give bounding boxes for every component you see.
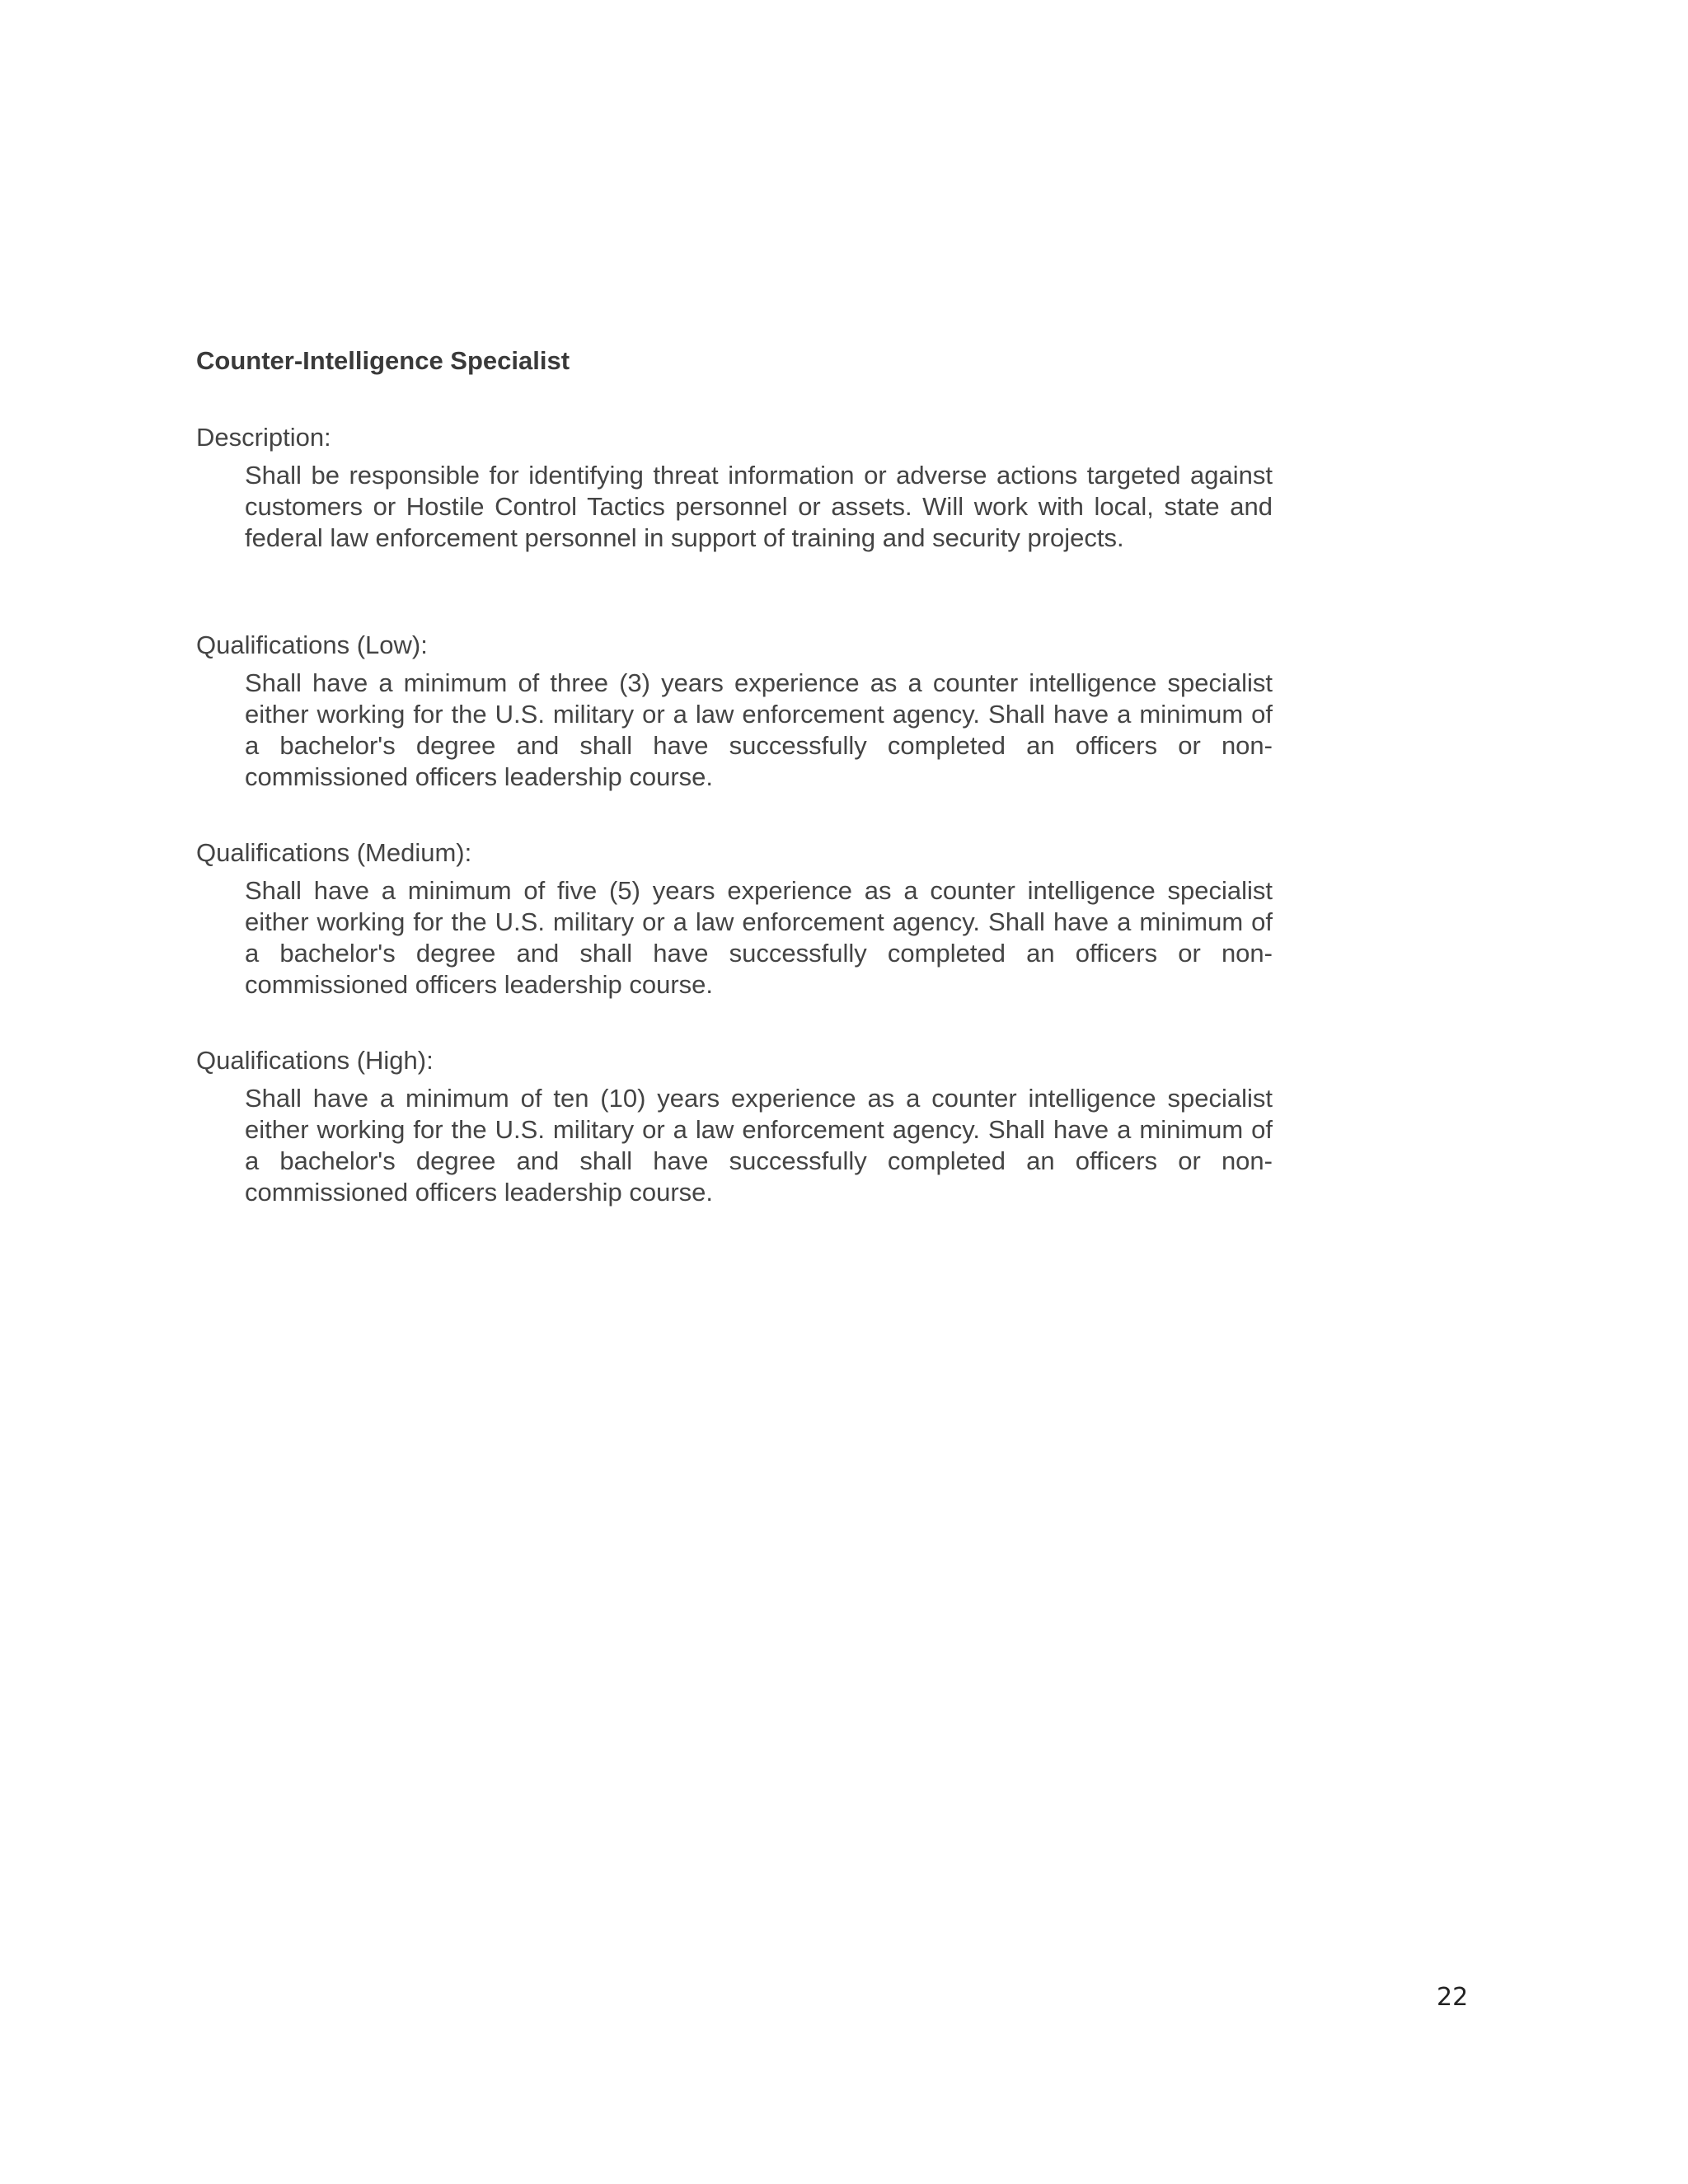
qualifications-low-section xyxy=(196,630,1273,793)
page-title: Counter-Intelligence Specialist xyxy=(196,346,570,375)
description-section xyxy=(196,422,1273,554)
page-number: 22 xyxy=(1437,1983,1469,2012)
section-body: Shall have a minimum of ten (10) years experience as a counter intelligence specialist either working for the U.S. military or a law enforcement agency. Shall have a minimum of a bachelor's degree and shall have successfully completed an officers or non-commissioned officers leadership course. xyxy=(245,1084,1273,1207)
section-body: Shall have a minimum of five (5) years experience as a counter intelligence specialist either working for the U.S. military or a law enforcement agency. Shall have a minimum of a bachelor's degree and shall have successfully completed an officers or non-commissioned officers leadership course. xyxy=(245,876,1273,999)
section-heading: Qualifications (Medium): xyxy=(196,838,472,867)
section-heading: Qualifications (Low): xyxy=(196,630,428,659)
section-heading: Qualifications (High): xyxy=(196,1046,434,1075)
section-body: Shall be responsible for identifying threat information or adverse actions targeted against customers or Hostile Control Tactics personnel or assets. Will work with local, state and federal law enforcement personnel in support of training and security projects. xyxy=(245,461,1273,552)
section-heading: Description: xyxy=(196,423,331,452)
qualifications-medium-section xyxy=(196,837,1273,1001)
section-body: Shall have a minimum of three (3) years experience as a counter intelligence specialist either working for the U.S. military or a law enforcement agency. Shall have a minimum of a bachelor's degree and shall have successfully completed an officers or non-commissioned officers leadership course. xyxy=(245,668,1273,791)
qualifications-high-section xyxy=(196,1045,1273,1208)
